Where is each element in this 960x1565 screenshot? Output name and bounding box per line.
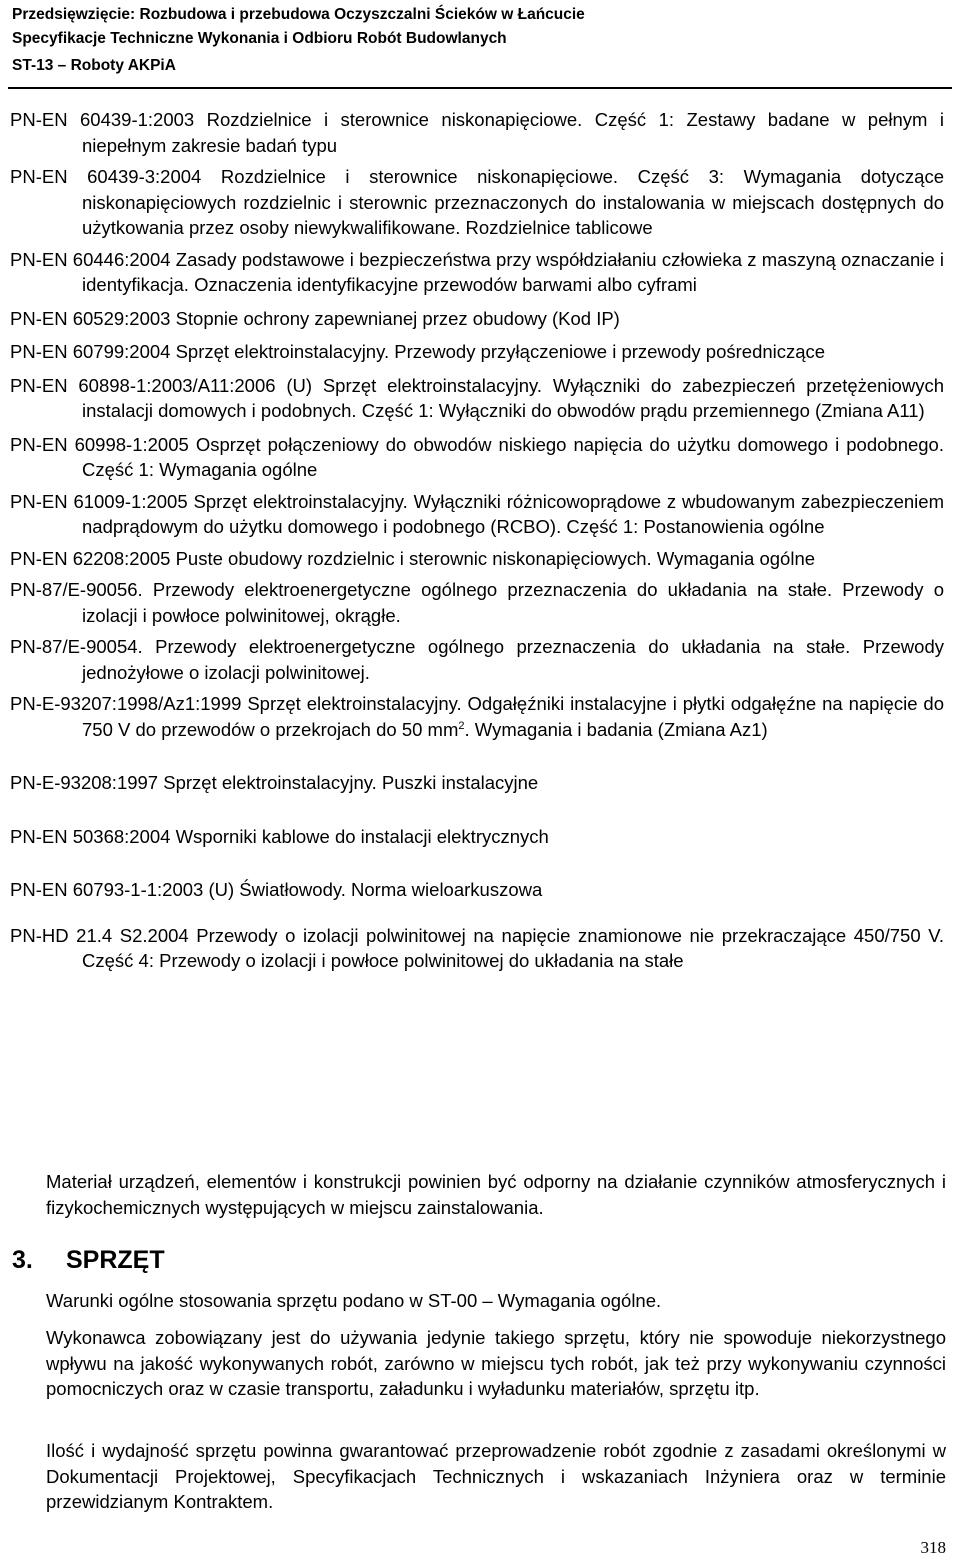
standard-item: PN-EN 60998-1:2005 Osprzęt połączeniowy do obwodów niskiego napięcia do użytku domowego i podobnego. Część 1: Wymagania ogólne <box>10 433 944 480</box>
standard-item: PN-EN 62208:2005 Puste obudowy rozdzielnic i sterownic niskonapięciowych. Wymagania ogólne <box>10 547 816 569</box>
standard-item: PN-EN 61009-1:2005 Sprzęt elektroinstalacyjny. Wyłączniki różnicowoprądowe z wbudowanym zabezpieczeniem nadprądowym do użytku domowego i podobnego (RCBO). Część 1: Postanowienia ogólne <box>10 490 944 537</box>
body-paragraph: Ilość i wydajność sprzętu powinna gwarantować przeprowadzenie robót zgodnie z zasadami określonymi w Dokumentacji Projektowej, Specyfikacjach Technicznych i wskazaniach Inżyniera oraz w terminie przewidzianym Kontraktem. <box>46 1440 946 1512</box>
standard-item: PN-EN 60799:2004 Sprzęt elektroinstalacyjny. Przewody przyłączeniowe i przewody pośredniczące <box>10 341 826 362</box>
page-header <box>0 0 960 83</box>
section-heading <box>12 1246 165 1275</box>
standard-item: PN-EN 50368:2004 Wsporniki kablowe do instalacji elektrycznych <box>10 825 549 847</box>
standard-item: PN-EN 60898-1:2003/A11:2006 (U) Sprzęt elektroinstalacyjny. Wyłączniki do zabezpieczeń przetężeniowych instalacji domowych i podobnych. Część 1: Wyłączniki do obwodów prądu przemiennego (Zmiana A11) <box>10 374 944 421</box>
body-paragraph: Warunki ogólne stosowania sprzętu podano w ST-00 – Wymagania ogólne. <box>46 1290 662 1311</box>
material-note: Materiał urządzeń, elementów i konstrukcji powinien być odporny na działanie czynników atmosferycznych i fizykochemicznych występujących w miejscu zainstalowania. <box>46 1171 946 1218</box>
superscript: 2 <box>458 719 465 732</box>
body-paragraph: Wykonawca zobowiązany jest do używania jedynie takiego sprzętu, który nie spowoduje niekorzystnego wpływu na jakość wykonywanych robót, zarówno w miejscu tych robót, jak też przy wykonywaniu czynności pomocniczych oraz w czasie transportu, załadunku i wyładunku materiałów, sprzętu itp. <box>46 1327 946 1399</box>
section-number: 3. <box>12 1246 33 1274</box>
standard-item: PN-EN 60439-3:2004 Rozdzielnice i sterownice niskonapięciowe. Część 3: Wymagania dotyczące niskonapięciowych rozdzielnic i sterownic przeznaczonych do instalowania w miejscach dostępnych do użytkowania przez osoby niewykwalifikowane. Rozdzielnice tablicowe <box>10 166 944 238</box>
project-title: Przedsięwzięcie: Rozbudowa i przebudowa Oczyszczalni Ścieków w Łańcucie <box>12 6 585 23</box>
standard-item: PN-HD 21.4 S2.2004 Przewody o izolacji polwinitowej na napięcie znamionowe nie przekraczające 450/750 V. Część 4: Przewody o izolacji i powłoce polwinitowej do układania na stałe <box>10 924 944 971</box>
standard-item: PN-87/E-90056. Przewody elektroenergetyczne ogólnego przeznaczenia do układania na stałe. Przewody o izolacji i powłoce polwinitowej, okrągłe. <box>10 579 944 626</box>
page-number: 318 <box>920 1538 946 1557</box>
header-divider <box>8 87 952 89</box>
standard-text: . Wymagania i badania (Zmiana Az1) <box>464 718 768 740</box>
standard-item <box>10 691 944 742</box>
standard-item: PN-EN 60529:2003 Stopnie ochrony zapewnianej przez obudowy (Kod IP) <box>10 307 620 329</box>
standard-text: PN-E-93207:1998/Az1:1999 Sprzęt elektroinstalacyjny. Odgałęźniki instalacyjne i płytki odgałęźne na napięcie do 750 V do przewodów o przekrojach do 50 mm <box>10 693 944 740</box>
standard-item: PN-EN 60793-1-1:2003 (U) Światłowody. Norma wieloarkuszowa <box>10 879 543 900</box>
standard-item: PN-EN 60439-1:2003 Rozdzielnice i sterownice niskonapięciowe. Część 1: Zestawy badane w pełnym i niepełnym zakresie badań typu <box>10 109 944 156</box>
section-title: SPRZĘT <box>66 1246 165 1274</box>
section-code: ST-13 – Roboty AKPiA <box>12 57 176 74</box>
standard-item: PN-E-93208:1997 Sprzęt elektroinstalacyjny. Puszki instalacyjne <box>10 772 539 793</box>
specification-title: Specyfikacje Techniczne Wykonania i Odbioru Robót Budowlanych <box>12 30 507 47</box>
standard-item: PN-87/E-90054. Przewody elektroenergetyczne ogólnego przeznaczenia do układania na stałe. Przewody jednożyłowe o izolacji polwinitowej. <box>10 636 944 683</box>
standard-item: PN-EN 60446:2004 Zasady podstawowe i bezpieczeństwa przy współdziałaniu człowieka z maszyną oznaczanie i identyfikacja. Oznaczenia identyfikacyjne przewodów barwami albo cyframi <box>10 248 944 295</box>
standards-list <box>10 107 944 974</box>
